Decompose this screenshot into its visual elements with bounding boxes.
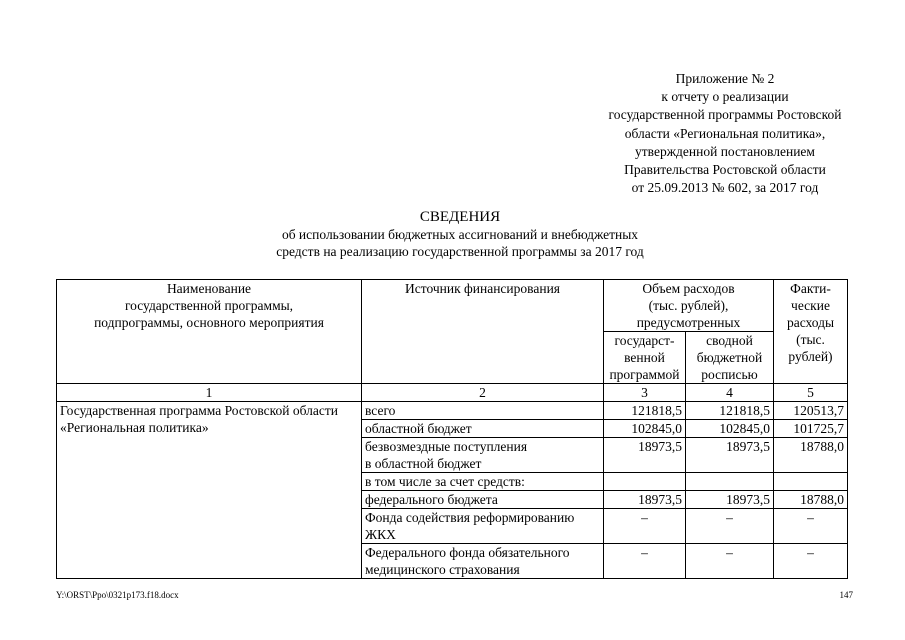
value-cell: – [604,544,686,579]
appendix-line: от 25.09.2013 № 602, за 2017 год [631,180,819,196]
value-cell: 18973,5 [686,438,774,473]
column-number-row [57,384,848,402]
value-cell: – [774,509,848,544]
column-number: 5 [774,384,848,402]
expenditure-table [56,279,848,579]
source-cell: безвозмездные поступления в областной бюджет [362,438,604,473]
value-cell: – [686,544,774,579]
column-number: 3 [604,384,686,402]
document-subtitle-line1: об использовании бюджетных ассигнований и внебюджетных [281,227,639,242]
header-volume: Объем расходов (тыс. рублей), предусмотренных [604,280,774,332]
source-cell: Федерального фонда обязательного медицинского страхования [362,544,604,579]
value-cell: 121818,5 [686,402,774,420]
header-name: Наименование государственной программы, подпрограммы, основного мероприятия [57,280,362,384]
column-number: 4 [686,384,774,402]
value-cell: 18973,5 [604,438,686,473]
document-subtitle-line2: средств на реализацию государственной программы за 2017 год [276,244,644,259]
value-cell: 101725,7 [774,420,848,438]
table-row [57,402,848,420]
header-state-program: государст- венной программой [604,332,686,384]
value-cell: – [604,509,686,544]
appendix-line: Приложение № 2 [675,71,775,86]
value-cell: 102845,0 [604,420,686,438]
value-cell: 18788,0 [774,438,848,473]
appendix-line: утвержденной постановлением [635,143,815,159]
header-source: Источник финансирования [362,280,604,384]
appendix-line: Правительства Ростовской области [624,162,826,178]
appendix-line: государственной программы Ростовской [608,107,842,123]
column-number: 1 [57,384,362,402]
value-cell [604,473,686,491]
program-name-cell: Государственная программа Ростовской области «Региональная политика» [57,402,362,579]
source-cell: Фонда содействия реформированию ЖКХ [362,509,604,544]
source-cell: областной бюджет [362,420,604,438]
value-cell: 102845,0 [686,420,774,438]
value-cell: 120513,7 [774,402,848,420]
header-actual: Факти- ческие расходы (тыс. рублей) [774,280,848,384]
value-cell: – [686,509,774,544]
header-budget-list: сводной бюджетной росписью [686,332,774,384]
footer-file-path: Y:\ORST\Ppo\0321p173.f18.docx [56,590,179,600]
value-cell: 18788,0 [774,491,848,509]
appendix-line: области «Региональная политика», [624,125,826,141]
column-number: 2 [362,384,604,402]
table-header-row [57,280,848,332]
value-cell: 18973,5 [686,491,774,509]
value-cell: 18973,5 [604,491,686,509]
document-title-block [150,208,770,260]
value-cell: 121818,5 [604,402,686,420]
footer-page-number: 147 [839,590,853,600]
source-cell: в том числе за счет средств: [362,473,604,491]
appendix-block [560,70,890,197]
document-title: СВЕДЕНИЯ [419,209,501,225]
source-cell: федерального бюджета [362,491,604,509]
value-cell: – [774,544,848,579]
source-cell: всего [362,402,604,420]
appendix-line: к отчету о реализации [661,89,789,105]
value-cell [774,473,848,491]
value-cell [686,473,774,491]
